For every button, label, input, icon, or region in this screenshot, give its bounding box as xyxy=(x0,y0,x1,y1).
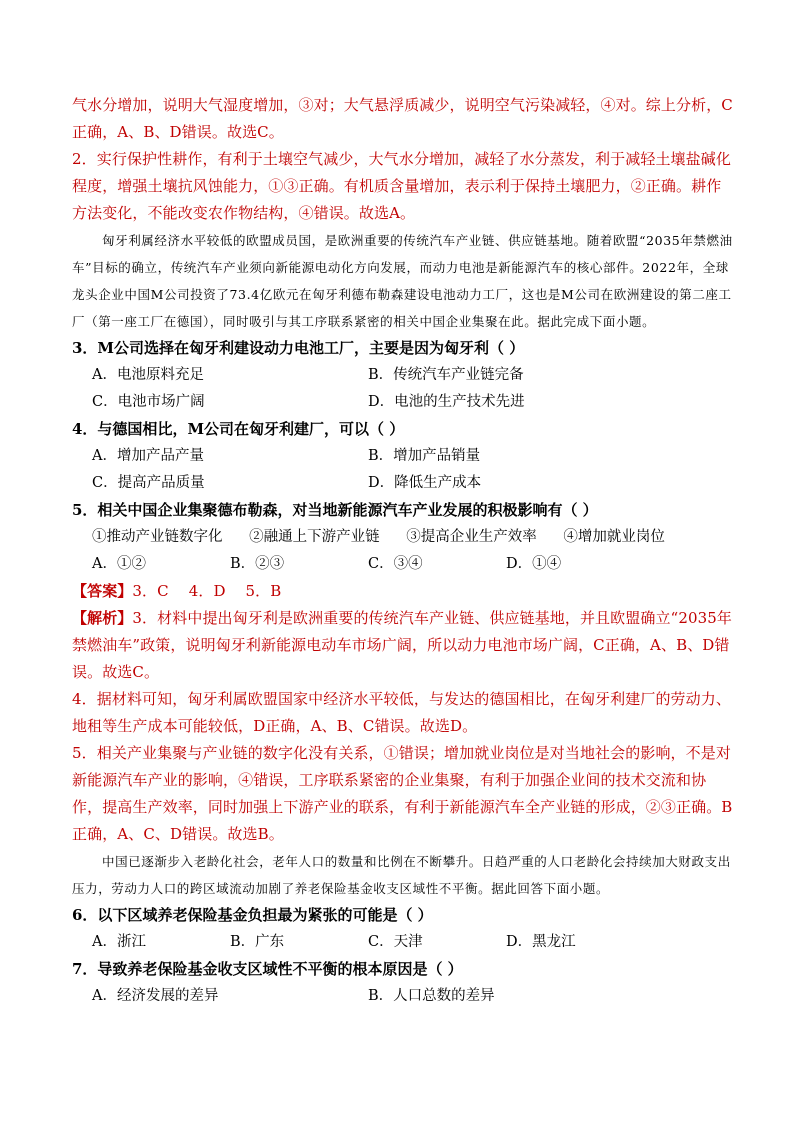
q5-option-c: C．③④ xyxy=(368,556,423,572)
intro-analysis-2: 2．实行保护性耕作，有利于土壤空气减少，大气水分增加，减轻了水分蒸发，利于减轻土壤盐碱化程度，增强土壤抗风蚀能力，①③正确。有机质含量增加，表示利于保持土壤肥力，②正确。耕作方法变化，不能改变农作物结构，④错误。故选A。 xyxy=(72,150,731,222)
material-aging-pension: 中国已逐渐步入老龄化社会，老年人口的数量和比例在不断攀升。日趋严重的人口老龄化会持续加大财政支出压力，劳动力人口的跨区域流动加剧了养老保险基金收支区域性不平衡。据此回答下面小题。 xyxy=(72,854,731,896)
q6-option-c: C．天津 xyxy=(368,934,423,950)
analysis-q3 xyxy=(72,605,734,686)
question-3-stem: 3．M公司选择在匈牙利建设动力电池工厂，主要是因为匈牙利（ ） xyxy=(72,339,525,357)
q3-option-b: B．传统汽车产业链完备 xyxy=(368,367,524,383)
question-5-options xyxy=(72,551,734,578)
q3-option-d: D．电池的生产技术先进 xyxy=(368,394,525,410)
q5-statement-2: ②融通上下游产业链 xyxy=(249,529,380,545)
question-4-options xyxy=(72,443,734,497)
q7-option-a: A．经济发展的差异 xyxy=(92,988,219,1004)
material-hungary-battery: 匈牙利属经济水平较低的欧盟成员国，是欧洲重要的传统汽车产业链、供应链基地。随着欧盟“2035年禁燃油车”目标的确立，传统汽车产业须向新能源电动化方向发展，而动力电池是新能源汽车的核心部件。2022年，全球龙头企业中国M公司投资了73.4亿欧元在匈牙利德布勒森建设电池动力工厂，这也是M公司在欧洲建设的第二座工厂（第一座工厂在德国），同时吸引与其工序联系紧密的相关中国企业集聚在此。据此完成下面小题。 xyxy=(72,233,733,329)
q4-option-a: A．增加产品产量 xyxy=(92,448,204,464)
q5-statement-3: ③提高企业生产效率 xyxy=(406,529,537,545)
question-6-options xyxy=(72,929,734,956)
q5-option-d: D．①④ xyxy=(506,556,562,572)
question-7-options xyxy=(72,983,734,1010)
q5-option-b: B．②③ xyxy=(230,556,285,572)
q5-statement-1: ①推动产业链数字化 xyxy=(92,529,223,545)
answer-line xyxy=(72,578,734,605)
analysis-tag: 【解析】 xyxy=(72,609,133,627)
analysis-q4: 4．据材料可知，匈牙利属欧盟国家中经济水平较低，与发达的德国相比，在匈牙利建厂的劳动力、地租等生产成本可能较低，D正确，A、B、C错误。故选D。 xyxy=(72,690,731,735)
analysis-q3-text: 3．材料中提出匈牙利是欧洲重要的传统汽车产业链、供应链基地，并且欧盟确立“2035年禁燃油车”政策，说明匈牙利新能源电动车市场广阔，所以动力电池市场广阔，C正确，A、B、D错误。故选C。 xyxy=(72,609,732,681)
q4-option-d: D．降低生产成本 xyxy=(368,475,482,491)
question-5-statements xyxy=(72,524,734,551)
q7-option-b: B．人口总数的差异 xyxy=(368,988,495,1004)
answer-tag: 【答案】 xyxy=(72,582,133,600)
question-4-stem: 4．与德国相比，M公司在匈牙利建厂，可以（ ） xyxy=(72,420,405,438)
q3-option-c: C．电池市场广阔 xyxy=(92,394,205,410)
q5-statement-4: ④增加就业岗位 xyxy=(563,529,665,545)
q4-option-b: B．增加产品销量 xyxy=(368,448,481,464)
answer-text: 3．C 4．D 5．B xyxy=(132,582,282,600)
q5-option-a: A．①② xyxy=(92,556,146,572)
q6-option-d: D．黑龙江 xyxy=(506,934,576,950)
q6-option-a: A．浙江 xyxy=(92,934,146,950)
analysis-q5: 5．相关产业集聚与产业链的数字化没有关系，①错误；增加就业岗位是对当地社会的影响，不是对新能源汽车产业的影响，④错误，工序联系紧密的企业集聚，有利于加强企业间的技术交流和协作，提高生产效率，同时加强上下游产业的联系，有利于新能源汽车全产业链的形成，②③正确。B正确，A、C、D错误。故选B。 xyxy=(72,744,733,843)
q4-option-c: C．提高产品质量 xyxy=(92,475,205,491)
question-3-options xyxy=(72,362,734,416)
question-5-stem: 5．相关中国企业集聚德布勒森，对当地新能源汽车产业发展的积极影响有（ ） xyxy=(72,501,598,519)
q6-option-b: B．广东 xyxy=(230,934,285,950)
question-7-stem: 7．导致养老保险基金收支区域性不平衡的根本原因是（ ） xyxy=(72,960,463,978)
q3-option-a: A．电池原料充足 xyxy=(92,367,204,383)
question-6-stem: 6．以下区域养老保险基金负担最为紧张的可能是（ ） xyxy=(72,906,433,924)
intro-analysis-1: 气水分增加，说明大气湿度增加，③对；大气悬浮质减少，说明空气污染减轻，④对。综上分析，C正确，A、B、D错误。故选C。 xyxy=(72,96,733,141)
document-content xyxy=(72,92,734,1010)
